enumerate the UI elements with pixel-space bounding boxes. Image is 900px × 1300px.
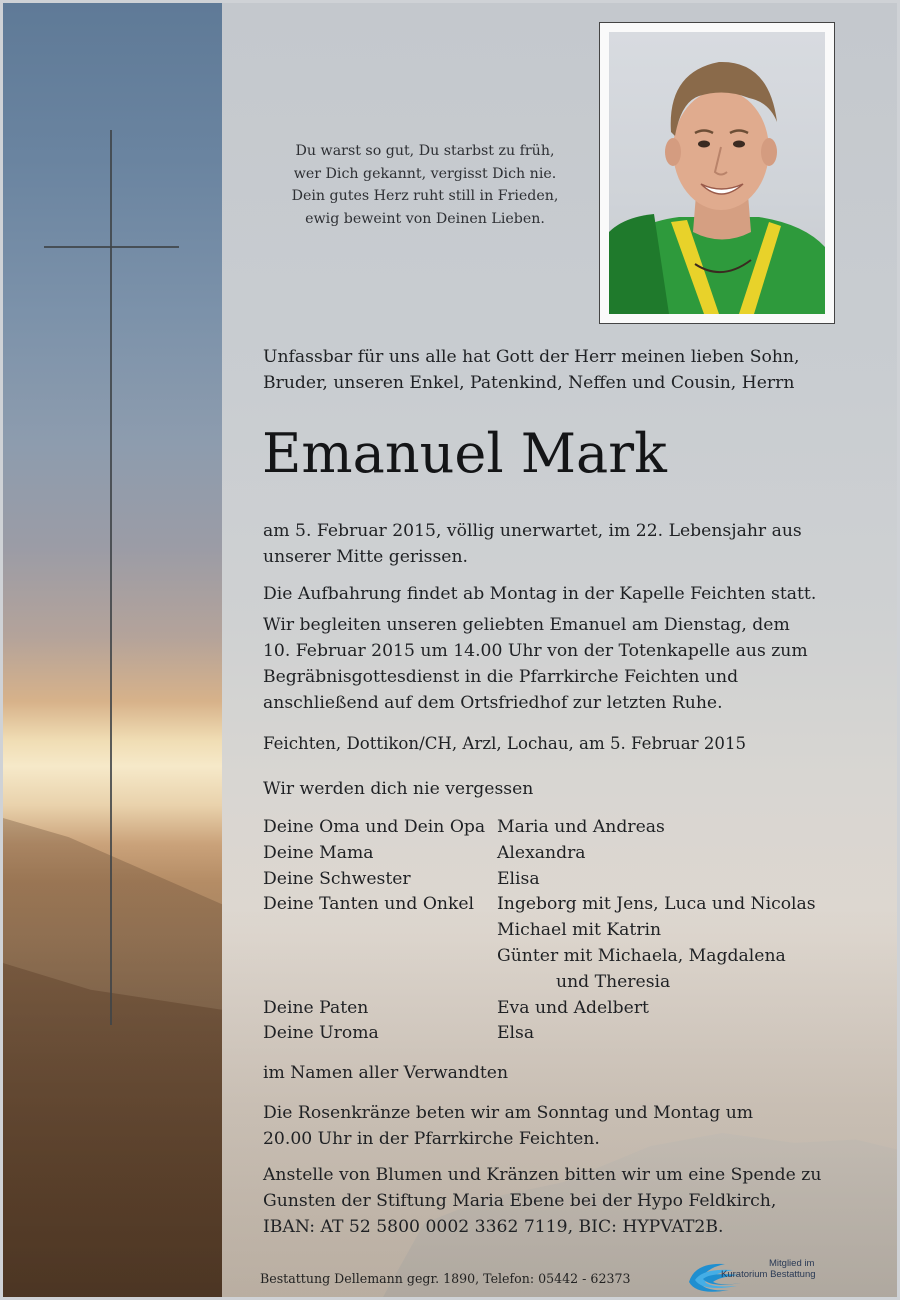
family-relation: Deine Schwester (263, 868, 411, 889)
family-names: Elisa (497, 868, 540, 889)
family-row (263, 892, 816, 918)
mountain-silhouette-foreground (3, 963, 222, 1297)
family-names: Günter mit Michaela, Magdalena (497, 945, 786, 966)
cross-icon-vertical (110, 130, 112, 1025)
paragraph-line: am 5. Februar 2015, völlig unerwartet, im 22. Lebensjahr aus (263, 521, 802, 541)
paragraph-line: anschließend auf dem Ortsfriedhof zur letzten Ruhe. (263, 693, 723, 713)
paragraph-line: Anstelle von Blumen und Kränzen bitten wir um eine Spende zu (263, 1165, 822, 1185)
paragraph-line: Wir begleiten unseren geliebten Emanuel am Dienstag, dem (263, 615, 790, 635)
portrait-illustration (609, 32, 825, 314)
verse-line: Dein gutes Herz ruht still in Frieden, (291, 188, 559, 204)
intro-line: Bruder, unseren Enkel, Patenkind, Neffen und Cousin, Herrn (263, 373, 795, 393)
paragraph-line: Gunsten der Stiftung Maria Ebene bei der Hypo Feldkirch, (263, 1191, 777, 1211)
donation-paragraph (263, 1162, 821, 1240)
paragraph-line: IBAN: AT 52 5800 0002 3362 7119, BIC: HYPVAT2B. (263, 1217, 724, 1237)
paragraph-line: unserer Mitte gerissen. (263, 547, 468, 567)
deceased-name: Emanuel Mark (262, 422, 667, 485)
place-and-date: Feichten, Dottikon/CH, Arzl, Lochau, am 5. Februar 2015 (263, 734, 747, 753)
logo-caption (715, 1258, 816, 1280)
family-row (263, 970, 816, 996)
death-notice-paragraph (263, 518, 802, 570)
cross-icon-horizontal (44, 246, 179, 248)
family-names: Michael mit Katrin (497, 920, 662, 941)
rosary-paragraph (263, 1100, 753, 1152)
verse-line: ewig beweint von Deinen Lieben. (305, 210, 545, 227)
verse-line: Du warst so gut, Du starbst zu früh, (295, 143, 555, 159)
funeral-home-footer: Bestattung Dellemann gegr. 1890, Telefon: 05442 - 62373 (260, 1271, 631, 1286)
family-row (263, 996, 816, 1022)
obituary-page (3, 3, 897, 1297)
family-relation (263, 944, 497, 970)
intro-text (263, 344, 799, 396)
memorial-verse (265, 140, 585, 230)
paragraph-line: 20.00 Uhr in der Pfarrkirche Feichten. (263, 1129, 600, 1149)
paragraph-line: Begräbnisgottesdienst in die Pfarrkirche Feichten und (263, 667, 739, 687)
family-names: Alexandra (497, 842, 586, 863)
family-row (263, 918, 816, 944)
family-relation: Deine Paten (263, 997, 369, 1018)
family-relation (263, 918, 497, 944)
viewing-paragraph: Die Aufbahrung findet ab Montag in der Kapelle Feichten statt. (263, 584, 817, 604)
family-relation: Deine Oma und Dein Opa (263, 817, 486, 837)
family-relation: Deine Mama (263, 842, 374, 863)
family-row (263, 841, 816, 867)
portrait-frame (599, 22, 835, 324)
paragraph-line: Die Rosenkränze beten wir am Sonntag und Montag um (263, 1103, 754, 1123)
logo-line: Mitglied im (769, 1258, 815, 1269)
verse-line: wer Dich gekannt, vergisst Dich nie. (293, 165, 557, 182)
family-row (263, 867, 816, 893)
family-list (263, 815, 816, 1047)
portrait-photo (609, 32, 825, 314)
family-row (263, 944, 816, 970)
family-names: Ingeborg mit Jens, Luca und Nicolas (497, 894, 816, 915)
never-forget-line: Wir werden dich nie vergessen (263, 779, 534, 799)
family-row (263, 815, 816, 841)
family-names: Elsa (497, 1023, 535, 1044)
family-names: Eva und Adelbert (497, 997, 649, 1018)
paragraph-line: 10. Februar 2015 um 14.00 Uhr von der Totenkapelle aus zum (263, 641, 808, 661)
logo-line: Kuratorium Bestattung (721, 1269, 816, 1280)
family-row (263, 1021, 816, 1047)
family-names: und Theresia (556, 971, 671, 992)
family-relation: Deine Tanten und Onkel (263, 894, 475, 915)
intro-line: Unfassbar für uns alle hat Gott der Herr meinen lieben Sohn, (263, 347, 800, 367)
funeral-paragraph (263, 612, 808, 716)
family-relation (263, 970, 497, 996)
on-behalf-line: im Namen aller Verwandten (263, 1063, 509, 1083)
family-names: Maria und Andreas (497, 817, 665, 837)
family-relation: Deine Uroma (263, 1023, 379, 1044)
